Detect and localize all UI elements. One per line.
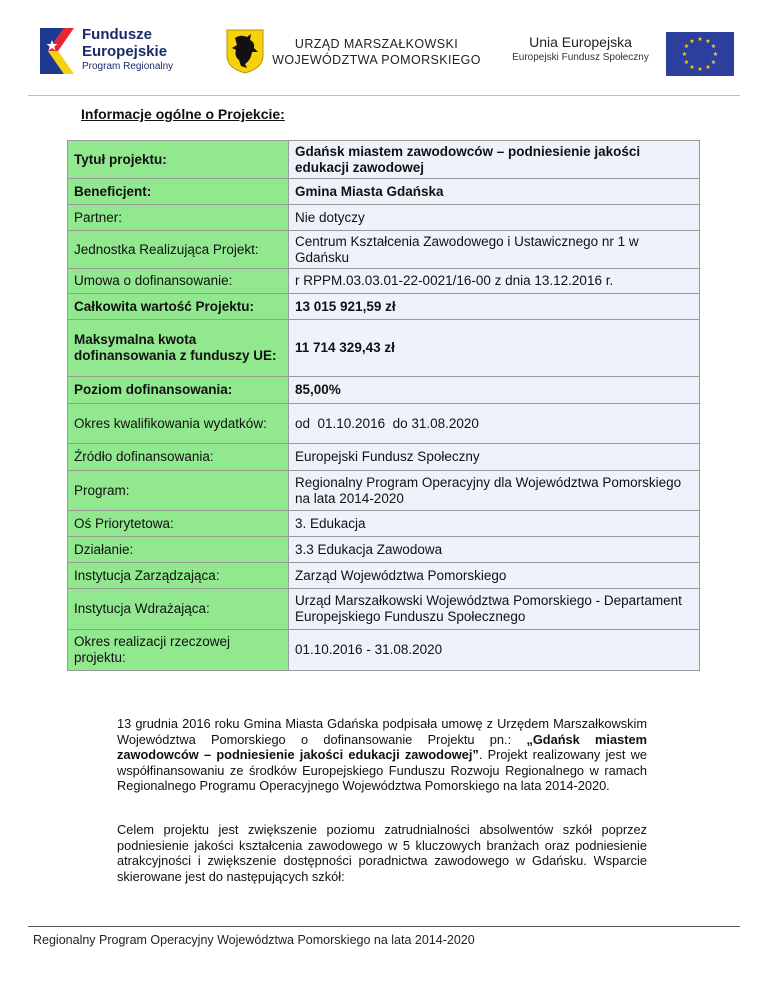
row-label: Instytucja Zarządzająca: [68,563,289,589]
row-value: 11 714 329,43 zł [289,320,700,377]
unia-europejska-logo [508,32,736,76]
table-row [68,630,700,671]
row-label: Maksymalna kwota dofinansowania z funduszy UE: [68,320,289,377]
row-value: Urząd Marszałkowski Województwa Pomorskiego - Departament Europejskiego Funduszu Społecznego [289,589,700,630]
header-divider [28,95,740,96]
row-label: Poziom dofinansowania: [68,377,289,404]
table-row [68,537,700,563]
fe-mark-icon [34,24,78,78]
row-value: od 01.10.2016 do 31.08.2020 [289,404,700,444]
row-value: Regionalny Program Operacyjny dla Województwa Pomorskiego na lata 2014-2020 [289,471,700,511]
intro-text-end: . Projekt realizowany jest we współfinansowaniu ze środków Europejskiego Funduszu Rozwoju Regionalnego w ramach Regionalnego Programu Operacyjnego Województwa Pomorskiego na lata 2014-2020. [117,747,647,793]
ue-logo-line2: Europejski Fundusz Społeczny [512,52,649,63]
svg-text:★: ★ [689,64,695,71]
svg-text:★: ★ [710,43,717,50]
svg-text:★: ★ [710,59,717,66]
goal-paragraph: Celem projektu jest zwiększenie poziomu zatrudnialności absolwentów szkół poprzez podniesienie jakości kształcenia zawodowego w 5 kluczowych branżach oraz podniesienie atrakcyjności i zwiększenie dostępności poradnictwa zawodowego w Gdańsku. Wsparcie skierowane jest do następujących szkół: [117,822,647,884]
row-label: Instytucja Wdrażająca: [68,589,289,630]
svg-text:★: ★ [683,59,690,66]
urzad-marszalkowski-logo [225,28,485,78]
row-label: Całkowita wartość Projektu: [68,294,289,320]
section-title: Informacje ogólne o Projekcie: [81,106,285,122]
um-logo-line2: WOJEWÓDZTWA POMORSKIEGO [272,53,481,67]
row-label: Oś Priorytetowa: [68,511,289,537]
row-value [289,269,700,294]
footer-divider [28,926,740,927]
row-label: Tytuł projektu: [68,141,289,179]
table-row [68,231,700,269]
row-value: Gmina Miasta Gdańska [289,179,700,205]
row-value: Zarząd Województwa Pomorskiego [289,563,700,589]
table-row [68,377,700,404]
row-value: 3. Edukacja [289,511,700,537]
ue-logo-line1: Unia Europejska [529,34,632,50]
svg-text:★: ★ [697,66,703,73]
row-value: 85,00% [289,377,700,404]
svg-text:★: ★ [697,36,703,43]
svg-text:★: ★ [689,38,695,45]
footer-text: Regionalny Program Operacyjny Województwa Pomorskiego na lata 2014-2020 [33,933,475,947]
row-label: Partner: [68,205,289,231]
row-label: Źródło dofinansowania: [68,444,289,471]
row-label: Umowa o dofinansowanie: [68,269,289,294]
row-value: 01.10.2016 - 31.08.2020 [289,630,700,671]
fe-logo-line1: Fundusze [82,26,152,43]
row-label: Okres kwalifikowania wydatków: [68,404,289,444]
fe-logo-line3: Program Regionalny [82,61,174,72]
svg-text:★: ★ [681,51,688,58]
row-label: Działanie: [68,537,289,563]
logo-header [0,0,768,92]
row-label: Beneficjent: [68,179,289,205]
table-row [68,563,700,589]
row-label: Jednostka Realizująca Projekt: [68,231,289,269]
row-value: 13 015 921,59 zł [289,294,700,320]
project-info-table [67,140,700,671]
svg-text:★: ★ [705,38,711,45]
table-row [68,269,700,294]
table-row [68,320,700,377]
table-row [68,294,700,320]
intro-paragraph [117,716,647,794]
row-value: Europejski Fundusz Społeczny [289,444,700,471]
table-row [68,205,700,231]
table-row [68,404,700,444]
svg-text:★: ★ [712,51,719,58]
table-row [68,444,700,471]
fundusze-europejskie-logo [34,24,204,80]
project-name-bold: „Gdańsk miastem zawodowców – podniesienie jakości edukacji zawodowej” [117,731,647,762]
table-row [68,471,700,511]
griffin-emblem-icon [225,28,265,74]
svg-text:★: ★ [705,64,711,71]
table-row [68,179,700,205]
row-value: Gdańsk miastem zawodowców – podniesienie jakości edukacji zawodowej [289,141,700,179]
agreement-number: r RPPM.03.03.01-22-0021/16-00 z dnia 13.12.2016 r. [295,273,614,288]
table-row [68,589,700,630]
row-value: Centrum Kształcenia Zawodowego i Ustawicznego nr 1 w Gdańsku [289,231,700,269]
row-label: Program: [68,471,289,511]
row-label: Okres realizacji rzeczowej projektu: [68,630,289,671]
row-value: 3.3 Edukacja Zawodowa [289,537,700,563]
svg-text:★: ★ [683,43,690,50]
um-logo-line1: URZĄD MARSZAŁKOWSKI [294,37,459,51]
row-value: Nie dotyczy [289,205,700,231]
intro-text-start: 13 grudnia 2016 roku Gmina Miasta Gdańska podpisała umowę z Urzędem Marszałkowskim Województwa Pomorskiego o dofinansowanie Projektu pn.: [117,716,647,747]
eu-flag-icon [666,32,734,76]
fe-logo-line2: Europejskie [82,43,168,60]
table-row [68,511,700,537]
table-row [68,141,700,179]
